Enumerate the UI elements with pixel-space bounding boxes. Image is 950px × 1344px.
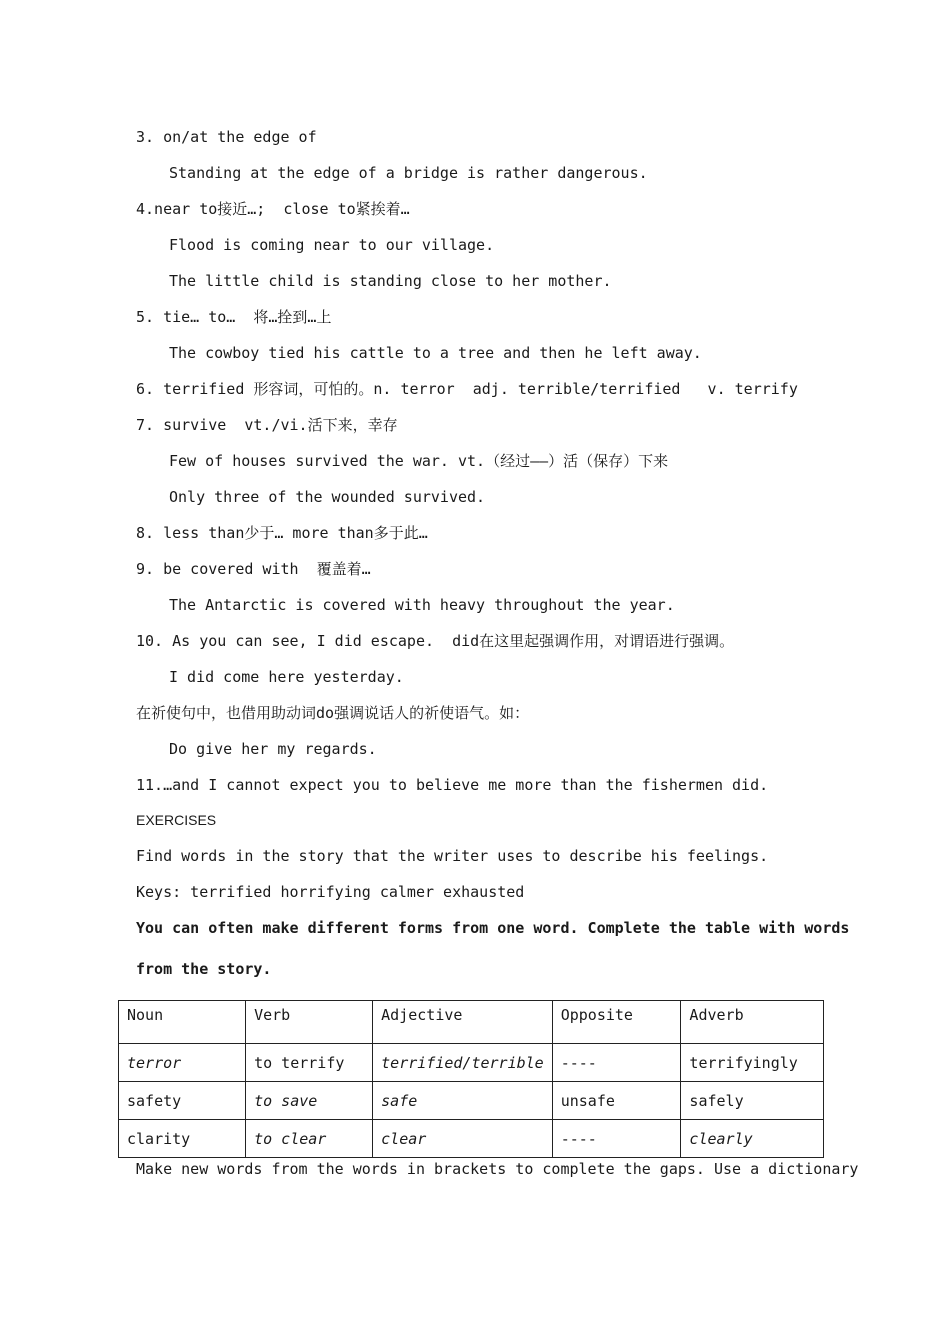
example-sentence: Flood is coming near to our village. bbox=[169, 236, 495, 254]
exercise-instruction: Make new words from the words in brackets to complete the gaps. Use a dictionary bbox=[136, 1160, 859, 1178]
item-9-heading: 9. be covered with 覆盖着… bbox=[136, 560, 371, 578]
table-cell: safe bbox=[373, 1082, 553, 1120]
table-cell: to clear bbox=[246, 1120, 373, 1158]
table-row bbox=[119, 1044, 824, 1082]
example-sentence: The Antarctic is covered with heavy throughout the year. bbox=[169, 596, 675, 614]
answer-keys: Keys: terrified horrifying calmer exhausted bbox=[136, 883, 525, 901]
example-sentence: Only three of the wounded survived. bbox=[169, 488, 486, 506]
table-instruction-cont: from the story. bbox=[136, 960, 272, 978]
item-4-heading: 4.near to接近…; close to紧挨着… bbox=[136, 200, 410, 218]
item-10-heading: 10. As you can see, I did escape. did在这里起强调作用，对谓语进行强调。 bbox=[136, 632, 735, 650]
header-cell: Opposite bbox=[552, 1001, 681, 1044]
item-3-heading: 3. on/at the edge of bbox=[136, 128, 317, 146]
table-cell: clarity bbox=[119, 1120, 246, 1158]
header-cell: Adjective bbox=[373, 1001, 553, 1044]
item-7-heading: 7. survive vt./vi.活下来，幸存 bbox=[136, 416, 398, 434]
table-row bbox=[119, 1082, 824, 1120]
note-text: 在祈使句中，也借用助动词do强调说话人的祈使语气。如： bbox=[136, 704, 530, 722]
table-cell: terrified/terrible bbox=[373, 1044, 553, 1082]
example-sentence: The cowboy tied his cattle to a tree and then he left away. bbox=[169, 344, 702, 362]
exercise-instruction: Find words in the story that the writer uses to describe his feelings. bbox=[136, 847, 769, 865]
item-6-heading: 6. terrified 形容词，可怕的。n. terror adj. terrible/terrified v. terrify bbox=[136, 380, 798, 398]
example-sentence: Few of houses survived the war. vt.（经过——）活（保存）下来 bbox=[169, 452, 669, 470]
table-cell: terrifyingly bbox=[681, 1044, 824, 1082]
example-sentence: The little child is standing close to her mother. bbox=[169, 272, 612, 290]
header-cell: Noun bbox=[119, 1001, 246, 1044]
table-cell: ---- bbox=[552, 1120, 681, 1158]
header-cell: Verb bbox=[246, 1001, 373, 1044]
example-sentence: Standing at the edge of a bridge is rather dangerous. bbox=[169, 164, 648, 182]
table-cell: safety bbox=[119, 1082, 246, 1120]
table-cell: safely bbox=[681, 1082, 824, 1120]
item-8-heading: 8. less than少于… more than多于此… bbox=[136, 524, 428, 542]
table-cell: to terrify bbox=[246, 1044, 373, 1082]
word-forms-table bbox=[118, 1000, 824, 1158]
table-cell: clear bbox=[373, 1120, 553, 1158]
header-cell: Adverb bbox=[681, 1001, 824, 1044]
table-cell: terror bbox=[119, 1044, 246, 1082]
table-cell: ---- bbox=[552, 1044, 681, 1082]
table-cell: to save bbox=[246, 1082, 373, 1120]
table-header-row bbox=[119, 1001, 824, 1044]
item-11-heading: 11.…and I cannot expect you to believe me more than the fishermen did. bbox=[136, 776, 769, 794]
table-instruction: You can often make different forms from one word. Complete the table with words bbox=[136, 919, 850, 937]
table-cell: unsafe bbox=[552, 1082, 681, 1120]
table-row bbox=[119, 1120, 824, 1158]
section-heading: EXERCISES bbox=[136, 812, 217, 828]
example-sentence: Do give her my regards. bbox=[169, 740, 377, 758]
item-5-heading: 5. tie… to… 将…拴到…上 bbox=[136, 308, 332, 326]
table-cell: clearly bbox=[681, 1120, 824, 1158]
example-sentence: I did come here yesterday. bbox=[169, 668, 404, 686]
